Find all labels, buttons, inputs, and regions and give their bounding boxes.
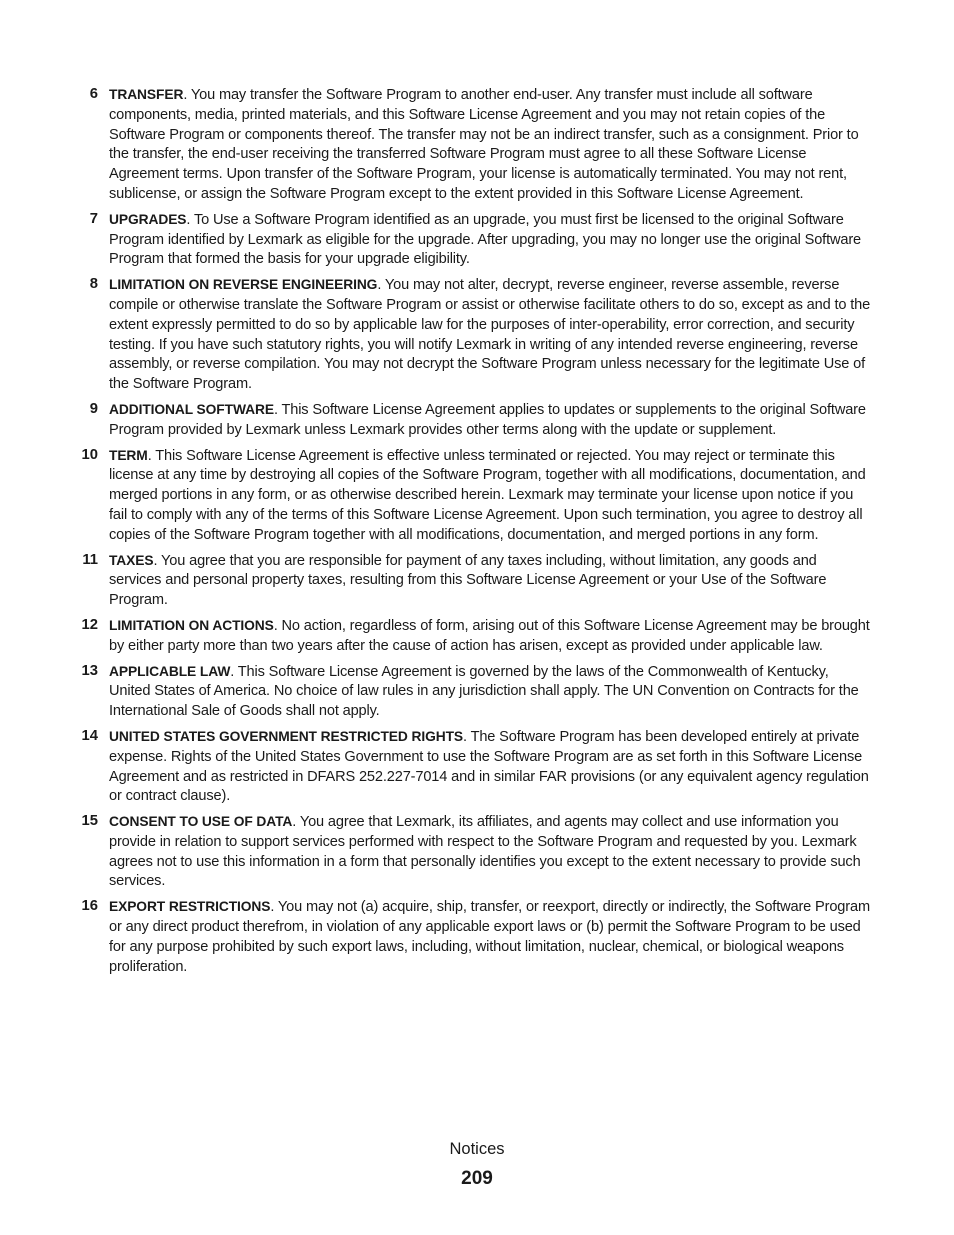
item-text [109,400,871,441]
item-text [109,727,871,807]
item-number: 15 [81,813,98,830]
item-text [109,551,871,611]
item-number: 10 [81,446,98,463]
list-item [0,400,954,441]
item-text [109,85,871,205]
page-number: 209 [461,1168,493,1189]
list-item [0,551,954,611]
license-terms-list [0,85,954,982]
item-body: . You agree that you are responsible for payment of any taxes including, without limitation, any goods and services and personal property taxes, resulting from this Software License Agreement or your Use of the Software Program. [109,552,827,609]
list-item [0,662,954,722]
item-text [109,275,871,395]
item-number: 13 [81,662,98,679]
item-text [109,616,871,657]
item-heading: TERM [109,447,148,463]
item-number: 9 [89,400,98,417]
item-heading: TRANSFER [109,87,184,102]
list-item [0,446,954,546]
item-body: . To Use a Software Program identified as an upgrade, you must first be licensed to the original Software Program identified by Lexmark as eligible for the upgrade. After upgrading, you may no longer use the original Software Program that formed the basis for your upgrade eligibility. [109,211,862,268]
item-text [109,210,871,270]
item-heading: UNITED STATES GOVERNMENT RESTRICTED RIGHTS [109,728,464,744]
item-number: 8 [89,276,98,293]
item-number: 6 [89,86,98,102]
list-item [0,812,954,892]
item-text [109,812,871,892]
item-heading: APPLICABLE LAW [109,663,231,679]
item-text [109,662,871,722]
item-body: . No action, regardless of form, arising out of this Software License Agreement may be brought by either party more than two years after the cause of action has arisen, except as provided under applicable law. [109,617,870,654]
item-number: 11 [82,551,98,568]
item-body: . The Software Program has been developed entirely at private expense. Rights of the United States Government to use the Software Program are as set forth in this Software License Agreement and as restricted in DFARS 252.227-7014 and in similar FAR provisions (or any equivalent agency regulation or contract clause). [109,728,869,805]
item-number: 14 [81,727,98,744]
item-number: 16 [81,898,98,915]
footer-section-label: Notices [449,1140,505,1158]
item-number: 12 [81,616,98,633]
item-heading: UPGRADES [109,211,187,227]
list-item [0,210,954,270]
list-item [0,616,954,657]
item-heading: LIMITATION ON REVERSE ENGINEERING [109,277,378,293]
item-text [109,897,871,977]
item-text [109,446,871,546]
list-item [0,897,954,977]
item-heading: ADDITIONAL SOFTWARE [109,401,274,417]
item-heading: CONSENT TO USE OF DATA [109,814,293,830]
item-heading: EXPORT RESTRICTIONS [109,899,271,915]
list-item [0,85,954,205]
item-number: 7 [89,210,98,227]
item-body: . This Software License Agreement is governed by the laws of the Commonwealth of Kentucky, United States of America. No choice of law rules in any jurisdiction shall apply. The UN Convention on Contracts for the International Sale of Goods shall not apply. [109,663,859,720]
item-body: . You agree that Lexmark, its affiliates, and agents may collect and use information you provide in relation to support services performed with respect to the Software Program and requested by you. Lexmark agrees not to use this information in a form that personally identifies you except to the extent necessary to provide such services. [109,814,861,890]
list-item [0,275,954,395]
item-body: . You may transfer the Software Program to another end-user. Any transfer must include all software components, media, printed materials, and this Software License Agreement and you may not retain copies of the Software Program or components thereof. The transfer may not be an indirect transfer, such as a consignment. Prior to the transfer, the end-user receiving the transferred Software Program must agree to all these Software License Agreement terms. Upon transfer of the Software Program, your license is automatically terminated. You may not rent, sublicense, or assign the Software Program except to the extent provided in this Software License Agreement. [109,87,859,202]
item-body: . This Software License Agreement applies to updates or supplements to the original Software Program provided by Lexmark unless Lexmark provides other terms along with the update or supplement. [109,401,866,438]
item-body: . You may not alter, decrypt, reverse engineer, reverse assemble, reverse compile or otherwise translate the Software Program or assist or otherwise facilitate others to do so, except as and to the extent expressly permitted to do so by applicable law for the purposes of inter-operability, error correction, and security testing. If you have such statutory rights, you will notify Lexmark in writing of any intended reverse engineering, reverse assembly, or reverse compilation. You may not decrypt the Software Program unless necessary for the legitimate Use of the Software Program. [109,277,871,393]
item-body: . This Software License Agreement is effective unless terminated or rejected. You may reject or terminate this license at any time by destroying all copies of the Software Program, together with all modifications, documentation, and merged portions in any form, or as otherwise described herein. Lexmark may terminate your license upon notice if you fail to comply with any of the terms of this Software License Agreement. Upon such termination, you agree to destroy all copies of the Software Program together with all modifications, documentation, and merged portions in any form. [109,447,866,543]
item-heading: LIMITATION ON ACTIONS [109,617,274,633]
item-body: . You may not (a) acquire, ship, transfer, or reexport, directly or indirectly, the Software Program or any direct product therefrom, in violation of any applicable export laws or (b) permit the Software Program to be used for any purpose prohibited by such export laws, including, without limitation, nuclear, chemical, or biological weapons proliferation. [109,899,870,975]
list-item [0,727,954,807]
item-heading: TAXES [109,552,154,568]
